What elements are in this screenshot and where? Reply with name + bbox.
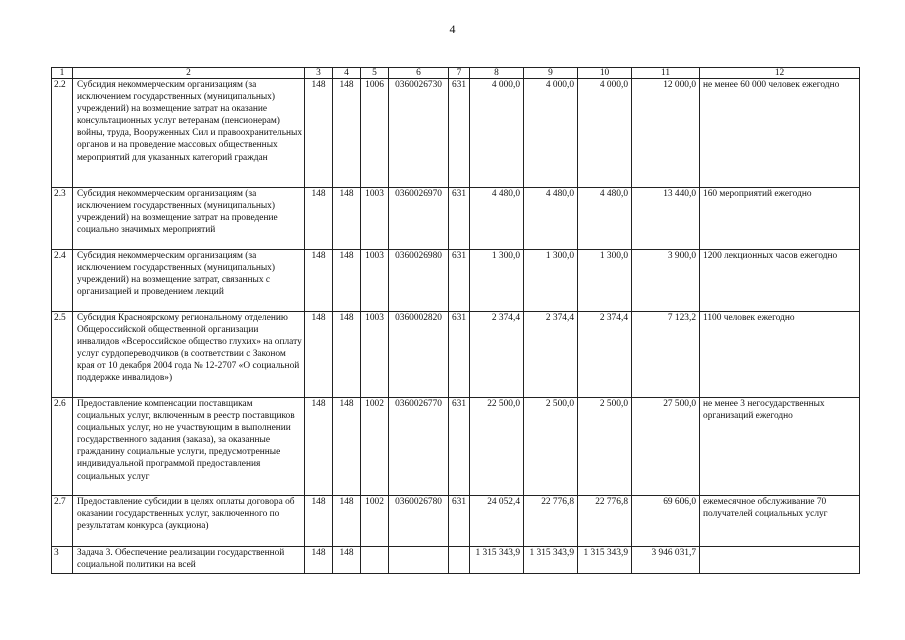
cell-col7: 631	[449, 312, 470, 398]
cell-col6: 0360026780	[389, 496, 449, 547]
table-row	[52, 312, 860, 398]
cell-col4: 148	[333, 496, 361, 547]
cell-col6: 0360026770	[389, 398, 449, 496]
cell-col5: 1003	[361, 312, 389, 398]
cell-col7: 631	[449, 188, 470, 250]
cell-col10: 4 000,0	[578, 79, 632, 188]
cell-col11: 3 900,0	[632, 250, 700, 312]
cell-col5: 1002	[361, 398, 389, 496]
cell-col9: 2 374,4	[524, 312, 578, 398]
row-description: Субсидия Красноярскому региональному отделению Общероссийской общественной организации инвалидов «Всероссийское общество глухих» на оплату услуг сурдопереводчиков (в соответствии с Законом края от 10 декабря 2004 года № 12-2707 «О социальной поддержке инвалидов»)	[73, 312, 305, 398]
cell-col10: 2 500,0	[578, 398, 632, 496]
row-description: Задача 3. Обеспечение реализации государственной социальной политики на всей	[73, 547, 305, 574]
page-number: 4	[449, 22, 456, 36]
row-description: Субсидия некоммерческим организациям (за исключением государственных (муниципальных) учреждений) на возмещение затрат, связанных с организацией и проведением лекций	[73, 250, 305, 312]
column-number-row	[52, 68, 860, 79]
cell-col8: 4 000,0	[470, 79, 524, 188]
column-number: 3	[305, 68, 333, 79]
cell-col7: 631	[449, 496, 470, 547]
cell-col9: 1 300,0	[524, 250, 578, 312]
cell-col4: 148	[333, 312, 361, 398]
cell-col3: 148	[305, 188, 333, 250]
column-number: 10	[578, 68, 632, 79]
cell-indicator	[700, 547, 860, 574]
cell-indicator: ежемесячное обслуживание 70 получателей социальных услуг	[700, 496, 860, 547]
row-description: Предоставление субсидии в целях оплаты договора об оказании государственных услуг, заключенного по результатам конкурса (аукциона)	[73, 496, 305, 547]
table-row	[52, 398, 860, 496]
column-number: 11	[632, 68, 700, 79]
cell-col5: 1003	[361, 250, 389, 312]
cell-col6: 0360026730	[389, 79, 449, 188]
cell-col5: 1003	[361, 188, 389, 250]
cell-col11: 3 946 031,7	[632, 547, 700, 574]
row-index: 3	[52, 547, 73, 574]
column-number: 6	[389, 68, 449, 79]
cell-col3: 148	[305, 79, 333, 188]
column-number: 8	[470, 68, 524, 79]
cell-col8: 1 315 343,9	[470, 547, 524, 574]
cell-col8: 1 300,0	[470, 250, 524, 312]
cell-col3: 148	[305, 496, 333, 547]
cell-col10: 22 776,8	[578, 496, 632, 547]
cell-col4: 148	[333, 398, 361, 496]
cell-col3: 148	[305, 250, 333, 312]
cell-col7: 631	[449, 250, 470, 312]
table-row	[52, 496, 860, 547]
cell-col10: 2 374,4	[578, 312, 632, 398]
cell-col9: 1 315 343,9	[524, 547, 578, 574]
table-row	[52, 547, 860, 574]
column-number: 2	[73, 68, 305, 79]
column-number: 1	[52, 68, 73, 79]
cell-col3: 148	[305, 398, 333, 496]
column-number: 9	[524, 68, 578, 79]
row-index: 2.3	[52, 188, 73, 250]
cell-col11: 13 440,0	[632, 188, 700, 250]
cell-col6	[389, 547, 449, 574]
cell-col6: 0360026970	[389, 188, 449, 250]
cell-col4: 148	[333, 188, 361, 250]
cell-col11: 7 123,2	[632, 312, 700, 398]
cell-col9: 2 500,0	[524, 398, 578, 496]
cell-col11: 12 000,0	[632, 79, 700, 188]
cell-col9: 22 776,8	[524, 496, 578, 547]
cell-col10: 1 315 343,9	[578, 547, 632, 574]
cell-indicator: 160 мероприятий ежегодно	[700, 188, 860, 250]
budget-table	[51, 67, 860, 574]
column-number: 5	[361, 68, 389, 79]
cell-col8: 22 500,0	[470, 398, 524, 496]
cell-col9: 4 000,0	[524, 79, 578, 188]
cell-col10: 1 300,0	[578, 250, 632, 312]
cell-col7	[449, 547, 470, 574]
row-index: 2.5	[52, 312, 73, 398]
cell-indicator: не менее 3 негосударственных организаций ежегодно	[700, 398, 860, 496]
cell-col5	[361, 547, 389, 574]
cell-col8: 24 052,4	[470, 496, 524, 547]
column-number: 12	[700, 68, 860, 79]
cell-col3: 148	[305, 312, 333, 398]
column-number: 4	[333, 68, 361, 79]
cell-col8: 4 480,0	[470, 188, 524, 250]
row-index: 2.7	[52, 496, 73, 547]
table-row	[52, 250, 860, 312]
column-number: 7	[449, 68, 470, 79]
row-description: Субсидия некоммерческим организациям (за исключением государственных (муниципальных) учреждений) на возмещение затрат на оказание консультационных услуг ветеранам (пенсионерам) войны, труда, Вооруженных Сил и правоохранительных органов и на проведение массовых общественных мероприятий для указанных категорий граждан	[73, 79, 305, 188]
table-row	[52, 79, 860, 188]
cell-col11: 69 606,0	[632, 496, 700, 547]
row-description: Субсидия некоммерческим организациям (за исключением государственных (муниципальных) учреждений) на возмещение затрат на проведение социально значимых мероприятий	[73, 188, 305, 250]
cell-col7: 631	[449, 398, 470, 496]
table-row	[52, 188, 860, 250]
cell-col10: 4 480,0	[578, 188, 632, 250]
cell-col4: 148	[333, 250, 361, 312]
cell-col4: 148	[333, 547, 361, 574]
cell-col3: 148	[305, 547, 333, 574]
cell-col8: 2 374,4	[470, 312, 524, 398]
row-description: Предоставление компенсации поставщикам социальных услуг, включенным в реестр поставщиков социальных услуг, но не участвующим в выполнении государственного задания (заказа), за оказанные гражданину социальные услуги, предусмотренные индивидуальной программой предоставления социальных услуг	[73, 398, 305, 496]
cell-indicator: 1100 человек ежегодно	[700, 312, 860, 398]
cell-col6: 0360002820	[389, 312, 449, 398]
cell-col9: 4 480,0	[524, 188, 578, 250]
cell-col4: 148	[333, 79, 361, 188]
row-index: 2.4	[52, 250, 73, 312]
cell-indicator: не менее 60 000 человек ежегодно	[700, 79, 860, 188]
cell-col5: 1006	[361, 79, 389, 188]
cell-col5: 1002	[361, 496, 389, 547]
cell-indicator: 1200 лекционных часов ежегодно	[700, 250, 860, 312]
row-index: 2.2	[52, 79, 73, 188]
cell-col11: 27 500,0	[632, 398, 700, 496]
row-index: 2.6	[52, 398, 73, 496]
cell-col6: 0360026980	[389, 250, 449, 312]
cell-col7: 631	[449, 79, 470, 188]
